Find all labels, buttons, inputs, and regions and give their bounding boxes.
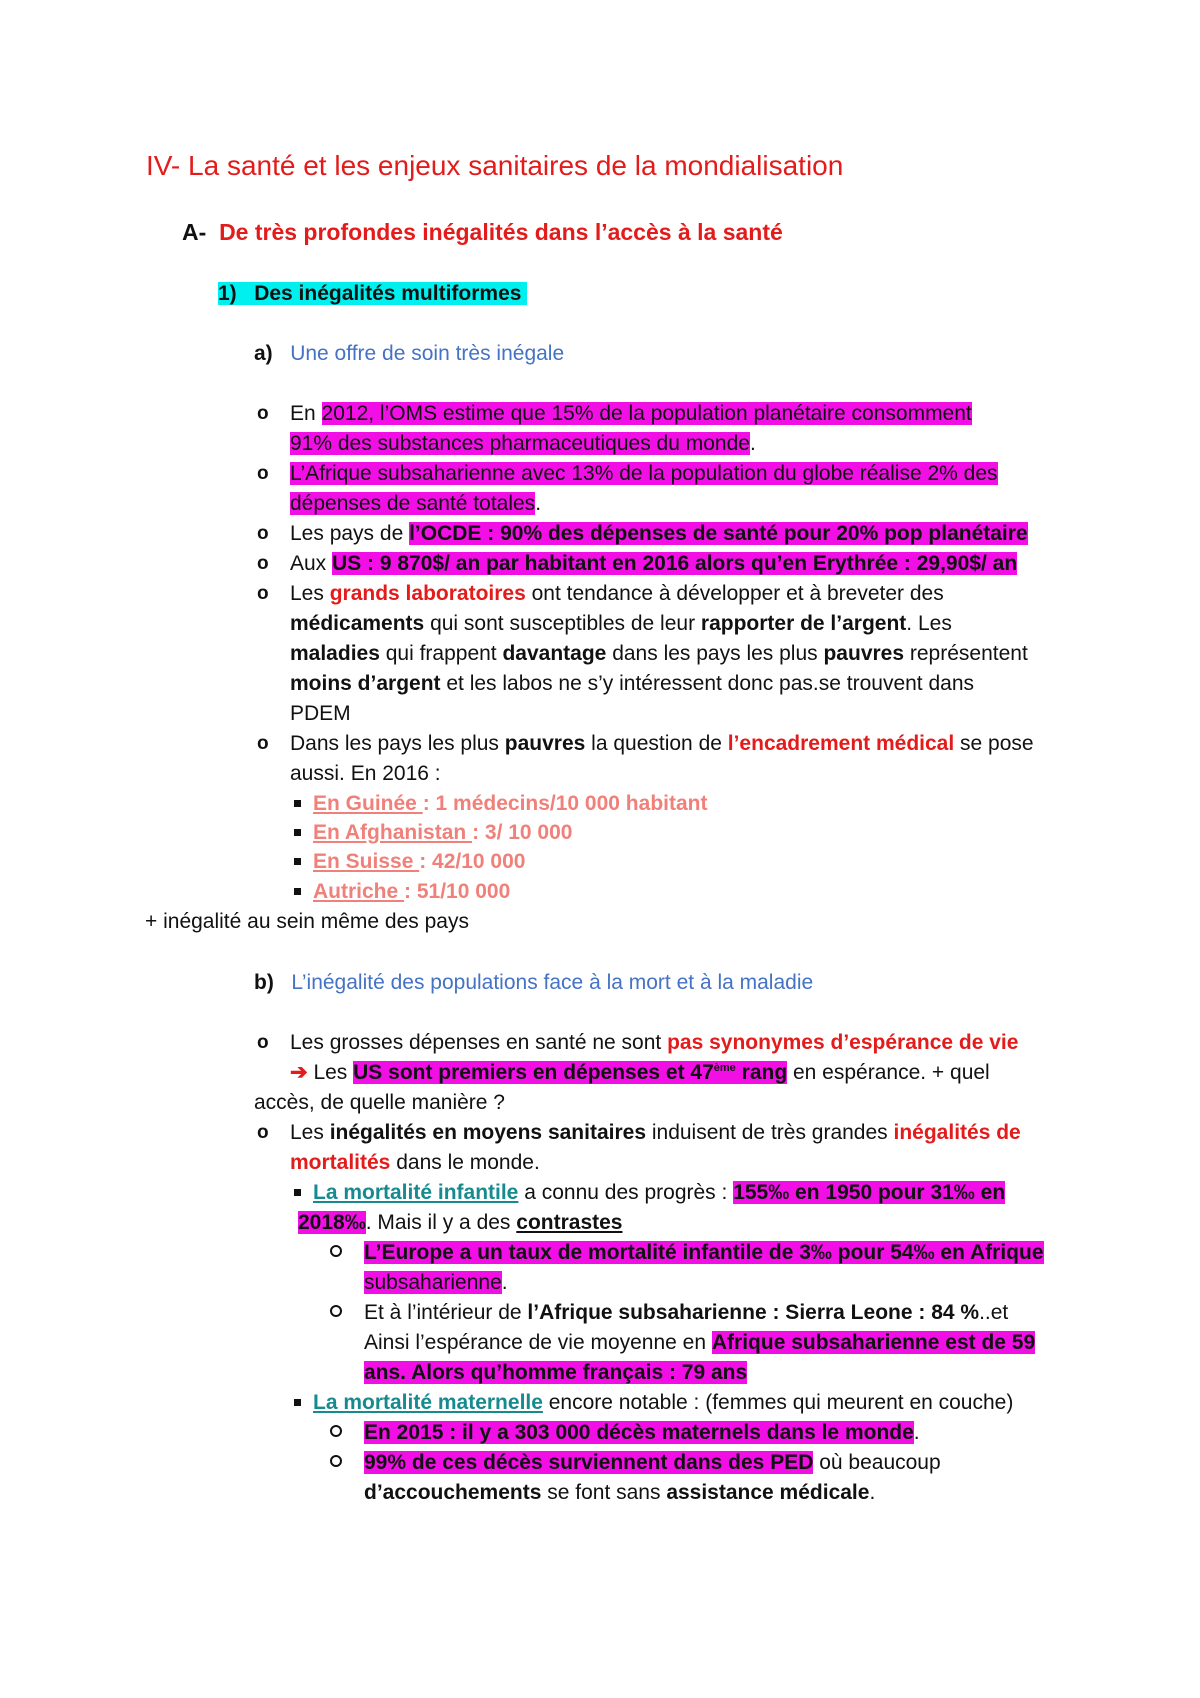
a-item-1-line-1	[290, 399, 972, 429]
a-item-4	[290, 549, 1017, 579]
bold-text: inégalités en moyens sanitaires	[329, 1121, 647, 1144]
a-item-5-line-3	[290, 639, 1028, 669]
hollow-circle-bullet-icon	[330, 1455, 342, 1467]
superscript: ème	[713, 1062, 736, 1074]
text: où beaucoup	[813, 1451, 941, 1474]
subsection-b-text: L’inégalité des populations face à la mort et à la maladie	[291, 971, 814, 994]
text: Aux	[290, 552, 333, 575]
hollow-circle-bullet-icon	[330, 1305, 342, 1317]
text: en espérance. + quel	[787, 1061, 990, 1084]
text: la question de	[585, 732, 728, 755]
text: induisent de très grandes	[646, 1121, 894, 1144]
text: Et à l’intérieur de	[364, 1301, 528, 1324]
infant-contrast-2-line-1	[364, 1298, 1008, 1328]
bold-text: l’Afrique subsaharienne : Sierra Leone : 84 %	[527, 1301, 980, 1324]
hollow-circle-bullet-icon	[330, 1425, 342, 1437]
subsection-b-heading	[254, 968, 813, 998]
subsection-a-num: a)	[254, 342, 273, 365]
highlight-text: Afrique subsaharienne est de 59	[711, 1331, 1036, 1354]
section-1-text: Des inégalités multiformes	[254, 282, 522, 305]
highlight-text: US : 9 870$/ an par habitant en 2016 alors qu’en Erythrée : 29,90$/ an	[332, 552, 1018, 575]
red-text: inégalités de	[893, 1121, 1021, 1144]
section-1-num: 1)	[218, 282, 237, 305]
highlight-text: L’Europe a un taux de mortalité infantile de 3‰ pour 54‰ en Afrique	[364, 1241, 1044, 1264]
country: En Guinée	[313, 792, 423, 815]
bold-text: assistance médicale	[666, 1481, 870, 1504]
value: : 1 médecins/10 000 habitant	[422, 792, 708, 815]
red-text: grands laboratoires	[329, 582, 526, 605]
a-item-5-line-1	[290, 579, 944, 609]
text: qui sont susceptibles de leur	[424, 612, 701, 635]
red-text: pas synonymes d’espérance de vie	[667, 1031, 1019, 1054]
text: Les pays de	[290, 522, 410, 545]
text: encore notable : (femmes qui meurent en couche)	[542, 1391, 1014, 1414]
highlight-text: 2018‰	[298, 1211, 366, 1234]
text: qui frappent	[379, 642, 503, 665]
text: . Mais il y a des	[365, 1211, 517, 1234]
section-a-heading	[182, 217, 783, 247]
square-bullet-icon	[294, 1189, 301, 1196]
bold-text: médicaments	[290, 612, 425, 635]
text: Les	[290, 1121, 330, 1144]
text: .	[535, 492, 542, 515]
circle-bullet-icon: o	[257, 553, 269, 574]
circle-bullet-icon: o	[257, 523, 269, 544]
highlight-text: 155‰ en 1950 pour 31‰ en	[733, 1181, 1006, 1204]
square-bullet-icon	[294, 858, 301, 865]
doctor-item	[313, 789, 707, 819]
square-bullet-icon	[294, 829, 301, 836]
text: .	[869, 1481, 876, 1504]
infant-contrast-2-line-3	[364, 1358, 747, 1388]
country: En Afghanistan	[313, 821, 473, 844]
circle-bullet-icon: o	[257, 403, 269, 424]
a-item-3	[290, 519, 1028, 549]
circle-bullet-icon: o	[257, 1032, 269, 1053]
bold-text: pauvres	[504, 732, 586, 755]
text: Les	[290, 582, 330, 605]
text: Dans les pays les plus	[290, 732, 505, 755]
subsection-a-heading	[254, 339, 564, 369]
circle-bullet-icon: o	[257, 733, 269, 754]
section-a-num: A-	[182, 219, 207, 245]
bold-text: pauvres	[823, 642, 905, 665]
text: Les grosses dépenses en santé ne sont	[290, 1031, 668, 1054]
doctor-item	[313, 818, 572, 848]
a-item-2-line-2	[290, 489, 541, 519]
text: dans les pays les plus	[606, 642, 824, 665]
underlined-text: contrastes	[516, 1211, 623, 1234]
b-item-2-line-1	[290, 1118, 1021, 1148]
red-text: mortalités	[290, 1151, 391, 1174]
square-bullet-icon	[294, 800, 301, 807]
highlight-text: dépenses de santé totales	[290, 492, 536, 515]
highlight-text: subsaharienne	[364, 1271, 502, 1294]
text: se font sans	[541, 1481, 667, 1504]
section-1-heading	[218, 279, 527, 309]
a-item-1-line-2	[290, 429, 756, 459]
highlight-text: l’OCDE : 90% des dépenses de santé pour 20% pop planétaire	[409, 522, 1028, 545]
text: se pose	[954, 732, 1034, 755]
square-bullet-icon	[294, 888, 301, 895]
bold-text: maladies	[290, 642, 380, 665]
maternal-mortality-line-1	[313, 1388, 1013, 1418]
text: PDEM	[290, 702, 351, 725]
b-item-1b-line-2	[254, 1088, 505, 1118]
bold-text: d’accouchements	[364, 1481, 542, 1504]
bold-text: moins d’argent	[290, 672, 441, 695]
circle-bullet-icon: o	[257, 583, 269, 604]
infant-contrast-1-line-2	[364, 1268, 508, 1298]
subsection-a-text: Une offre de soin très inégale	[290, 342, 565, 365]
circle-bullet-icon: o	[257, 1122, 269, 1143]
text: dans le monde.	[390, 1151, 540, 1174]
a-item-6-line-1	[290, 729, 1034, 759]
value: : 42/10 000	[419, 850, 526, 873]
bold-text: davantage	[502, 642, 607, 665]
maternal-item-2-line-2	[364, 1478, 875, 1508]
a-item-5-line-2	[290, 609, 952, 639]
country: Autriche	[313, 880, 405, 903]
red-text: l’encadrement médical	[727, 732, 955, 755]
a-item-2-line-1	[290, 459, 998, 489]
section-1-highlight	[218, 282, 527, 305]
a-item-6-line-2	[290, 759, 441, 789]
bold-text: rapporter de l’argent	[700, 612, 907, 635]
b-item-1b-line-1	[290, 1058, 990, 1088]
text: .	[913, 1421, 920, 1444]
country: En Suisse	[313, 850, 420, 873]
text: Ainsi l’espérance de vie moyenne en	[364, 1331, 712, 1354]
text: accès, de quelle manière ?	[254, 1091, 505, 1114]
text: En	[290, 402, 322, 425]
highlight-text: En 2015 : il y a 303 000 décès maternels dans le monde	[364, 1421, 914, 1444]
highlight-text: 2012, l’OMS estime que 15% de la population planétaire consomment	[321, 402, 972, 425]
section-a-text: De très profondes inégalités dans l’accès à la santé	[219, 219, 783, 245]
title-prefix: IV-	[146, 150, 189, 181]
text: ont tendance à développer et à breveter des	[525, 582, 944, 605]
b-item-1	[290, 1028, 1018, 1058]
page-title	[146, 148, 843, 184]
arrow-right-icon: ➔	[290, 1061, 308, 1084]
text: aussi. En 2016 :	[290, 762, 441, 785]
highlight-part: rang	[735, 1061, 788, 1084]
infant-mortality-label: La mortalité infantile	[313, 1181, 519, 1204]
text: .	[749, 432, 756, 455]
value: : 3/ 10 000	[472, 821, 573, 844]
infant-mortality-line-1	[313, 1178, 1005, 1208]
a-item-5-line-4	[290, 669, 974, 699]
text: a connu des progrès :	[518, 1181, 734, 1204]
text: + inégalité au sein même des pays	[145, 910, 469, 933]
text: .	[501, 1271, 508, 1294]
text: Les	[307, 1061, 354, 1084]
value: : 51/10 000	[404, 880, 511, 903]
square-bullet-icon	[294, 1399, 301, 1406]
maternal-mortality-label: La mortalité maternelle	[313, 1391, 543, 1414]
doctor-item	[313, 847, 525, 877]
subsection-b-num: b)	[254, 971, 274, 994]
note-line	[145, 907, 469, 937]
hollow-circle-bullet-icon	[330, 1245, 342, 1257]
highlight-text: L’Afrique subsaharienne avec 13% de la population du globe réalise 2% des	[290, 462, 998, 485]
text: et les labos ne s’y intéressent donc pas.se trouvent dans	[440, 672, 975, 695]
highlight-text: ans. Alors qu’homme français : 79 ans	[364, 1361, 748, 1384]
highlight-text: 91% des substances pharmaceutiques du monde	[290, 432, 750, 455]
a-item-5-line-5	[290, 699, 351, 729]
text: ..et	[979, 1301, 1009, 1324]
b-item-2-line-2	[290, 1148, 540, 1178]
maternal-item-1	[364, 1418, 920, 1448]
highlight-part: US sont premiers en dépenses et 47	[353, 1061, 714, 1084]
doctor-item	[313, 877, 510, 907]
infant-mortality-line-2	[298, 1208, 623, 1238]
infant-contrast-2-line-2	[364, 1328, 1035, 1358]
highlight-text	[353, 1061, 787, 1084]
maternal-item-2-line-1	[364, 1448, 941, 1478]
highlight-text: 99% de ces décès surviennent dans des PED	[364, 1451, 814, 1474]
text: . Les	[906, 612, 952, 635]
text: représentent	[904, 642, 1028, 665]
circle-bullet-icon: o	[257, 463, 269, 484]
infant-contrast-1-line-1	[364, 1238, 1044, 1268]
title-text: La santé et les enjeux sanitaires de la mondialisation	[188, 150, 844, 181]
